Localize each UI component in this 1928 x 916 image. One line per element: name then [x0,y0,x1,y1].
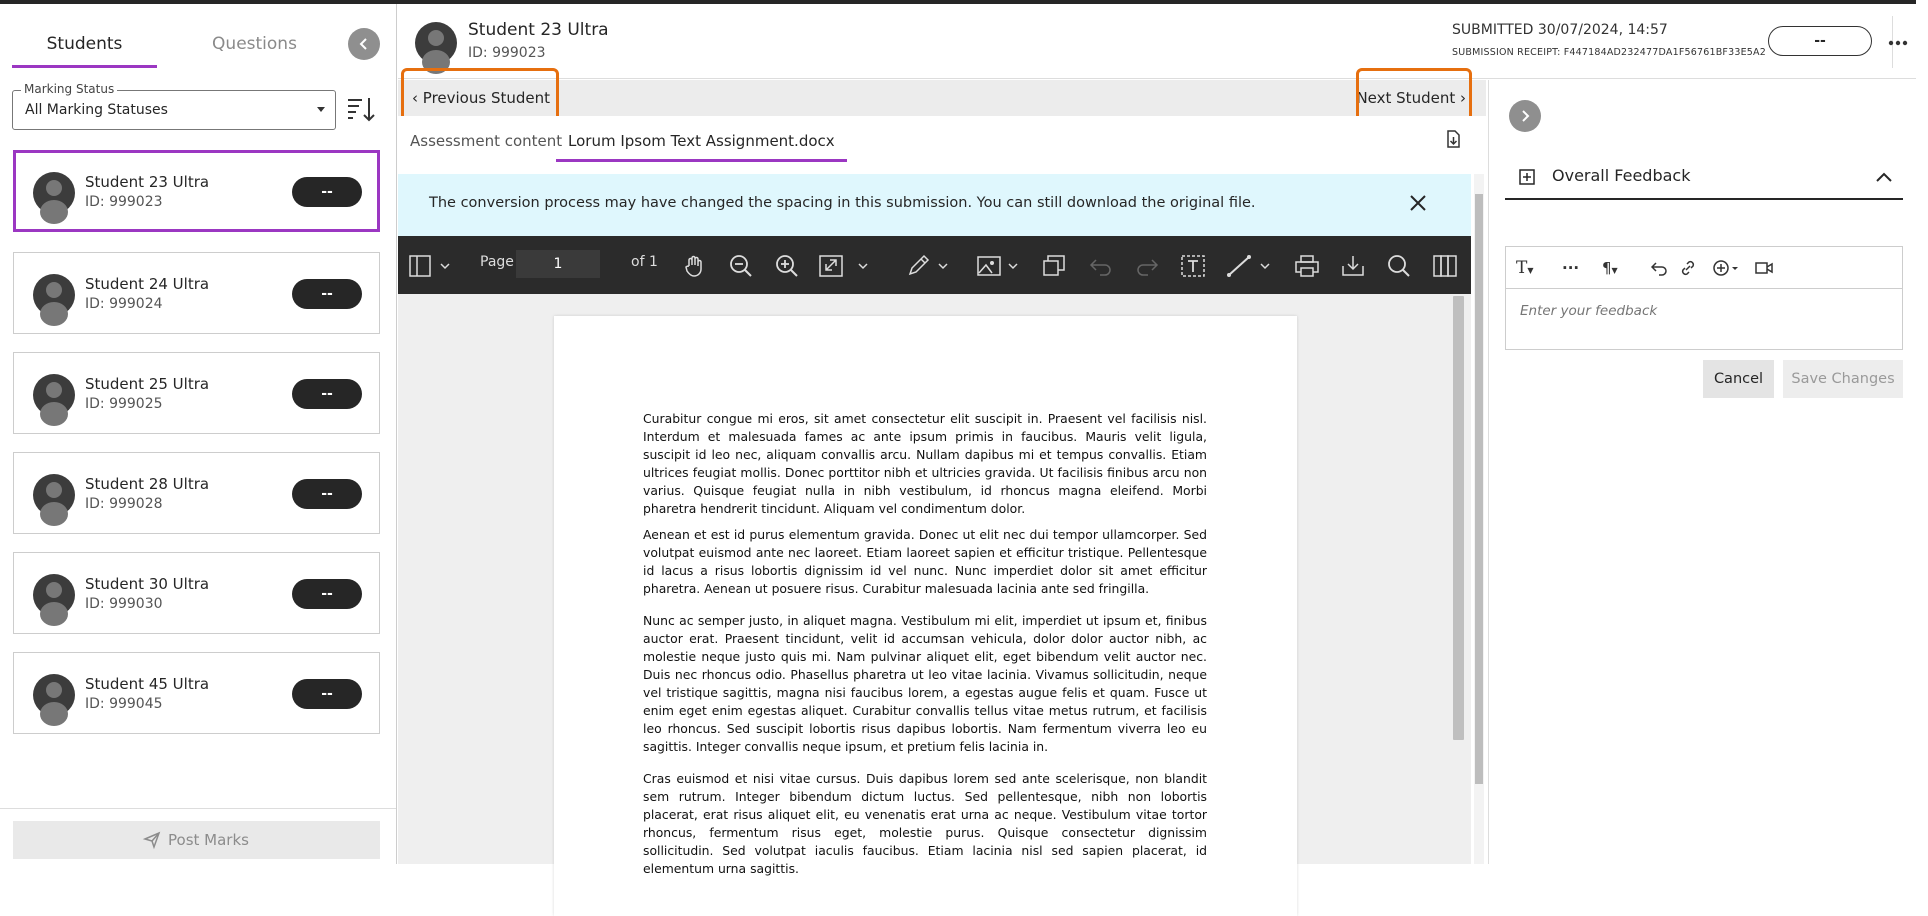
document-paragraph: Nunc ac semper justo, in aliquet magna. Vestibulum mi elit, imperdiet ut ipsum et, finibus auctor erat. Praesent tincidunt, velit id accumsan vehicula, dolor dolor auctor nibh, ac molestie neque justo quis mi. Nam pulvinar aliquet elit, eget bibendum velit auctor nec. Duis nec rhoncus odio. Phasellus pharetra ut leo vitae lacinia. Vivamus sollicitudin, neque vel tristique sagittis, magna nisi faucibus lorem, a egestas augue felis et quam. Fusce ut enim eget enim egestas aliquet. Curabitur convallis tellus vitae metus rutrum, et facilisis leo rhoncus. Sed suscipit lobortis risus dapibus lobortis. Nam fermentum viverra leo eu sagittis. Integer convallis neque ipsum, et pretium felis lacinia in. [643,613,1207,754]
page-number-input[interactable]: 1 [516,250,600,278]
post-marks-label: Post Marks [168,831,249,849]
dropdown-caret-icon [317,107,325,112]
document-scrollbar[interactable] [1453,296,1464,740]
grade-pill[interactable]: -- [292,279,362,309]
grade-pill[interactable]: -- [292,579,362,609]
notice-text: The conversion process may have changed the spacing in this submission. You can still download the original file. [429,195,1256,211]
tab-assessment-content[interactable]: Assessment content [410,132,563,150]
student-nav-row [398,80,1486,116]
more-options-button[interactable] [1868,8,1928,78]
tab-students[interactable]: Students [12,24,157,68]
sidebar-toggle-icon[interactable] [408,254,434,278]
avatar [33,374,75,416]
editor-toolbar [1506,247,1902,289]
chevron-right-icon [1518,109,1532,123]
submission-header [398,4,1916,79]
feedback-editor [1505,246,1903,350]
page-label: Page [480,254,514,270]
student-list-panel [0,4,397,864]
page-count: of 1 [631,254,658,270]
student-id: ID: 999028 [85,496,163,512]
cancel-button[interactable]: Cancel [1703,360,1774,398]
student-name: Student 25 Ultra [85,375,210,393]
student-name: Student 30 Ultra [85,575,210,593]
student-card-30[interactable] [13,552,380,634]
previous-student-label: Previous Student [422,89,550,107]
redo-icon[interactable] [1134,254,1160,278]
next-student-label: Next Student [1356,89,1456,107]
undo-icon[interactable] [1088,254,1114,278]
student-card-45[interactable] [13,652,380,734]
pen-annotate-icon[interactable] [906,254,932,278]
image-annotate-icon[interactable] [976,254,1002,278]
feedback-panel [1488,80,1916,864]
zoom-out-icon[interactable] [728,254,754,278]
tab-questions[interactable]: Questions [212,34,297,54]
chevron-down-icon[interactable] [1258,254,1272,278]
avatar [415,22,457,64]
close-icon [1407,192,1429,214]
overall-feedback-title: Overall Feedback [1552,166,1691,185]
overall-feedback-header[interactable] [1505,156,1903,200]
chevron-left-icon [357,37,371,51]
chevron-down-icon[interactable] [438,254,452,278]
tab-attached-file[interactable]: Lorum Ipsom Text Assignment.docx [556,126,847,162]
pan-hand-icon[interactable] [682,254,708,278]
student-card-28[interactable] [13,452,380,534]
post-marks-button[interactable] [13,821,380,859]
link-icon[interactable] [1678,258,1698,278]
avatar [33,172,75,214]
document-page [554,316,1297,916]
header-student-id: ID: 999023 [468,45,546,61]
student-id: ID: 999023 [85,194,163,210]
close-notice-button[interactable] [1407,192,1429,214]
download-icon[interactable] [1340,254,1366,278]
student-id: ID: 999045 [85,696,163,712]
grade-pill[interactable]: -- [292,379,362,409]
scrollbar-thumb[interactable] [1475,194,1483,784]
panels-icon[interactable] [1432,254,1458,278]
submission-viewer [398,80,1486,876]
paragraph-icon[interactable]: ¶▼ [1602,259,1618,277]
grade-pill[interactable]: -- [292,679,362,709]
post-marks-bar [0,808,396,864]
panel-tabs [12,24,382,68]
student-name: Student 23 Ultra [85,173,210,191]
avatar [33,474,75,516]
marking-status-value: All Marking Statuses [25,102,168,118]
search-icon[interactable] [1386,254,1412,278]
print-icon[interactable] [1294,254,1320,278]
student-name: Student 28 Ultra [85,475,210,493]
student-card-24[interactable] [13,252,380,334]
sort-icon [346,94,376,124]
line-tool-icon[interactable] [1226,254,1252,278]
submitted-timestamp: SUBMITTED 30/07/2024, 14:57 [1452,22,1668,38]
feedback-input[interactable]: Enter your feedback [1520,303,1658,319]
student-id: ID: 999030 [85,596,163,612]
header-student-name: Student 23 Ultra [468,20,609,40]
collapse-panel-button[interactable] [348,28,380,60]
undo-icon[interactable] [1650,258,1668,278]
fit-page-icon[interactable] [818,254,844,278]
add-feedback-icon [1518,168,1536,186]
grade-pill[interactable]: -- [292,177,362,207]
download-file-icon[interactable] [1444,130,1462,148]
avatar [33,574,75,616]
more-horizontal-icon [1888,40,1908,46]
document-toolbar [398,236,1471,294]
send-icon [144,832,160,848]
student-name: Student 24 Ultra [85,275,210,293]
student-id: ID: 999025 [85,396,163,412]
submission-receipt: SUBMISSION RECEIPT: F447184AD232477DA1F56761BF33E5A2 [1452,47,1766,58]
save-changes-button[interactable]: Save Changes [1783,360,1903,398]
document-paragraph: Aenean et est id purus elementum gravida. Donec ut elit nec dui tempor ullamcorper. Sed volutpat euismod ante nec laoreet. Etiam laoreet sapien et efficitur tristique. Pellentesque id lacus a risus lobortis dignissim id vel nunc. Nunc imperdiet dolor sit amet efficitur pharetra. Aenean ut posuere risus. Curabitur malesuada lacinia ante sed fringilla. [643,527,1207,596]
document-paragraph: Curabitur congue mi eros, sit amet consectetur elit suscipit in. Praesent vel facilisis nisl. Interdum et malesuada fames ac ante ipsum primis in faucibus. Mauris velit ligula, suscipit id leo nec, aliquam convallis arcu. Nullam dapibus mi et tempus convallis. Etiam ultrices feugiat mollis. Donec porttitor nibh et ultricies gravida. Ut facilisis finibus arcu non varius. Quisque feugiat nulla in nibh vestibulum, id rhoncus magna eleifend. Morbi pharetra hendrerit tincidunt. Aliquam vel condimentum dolor. [643,411,1207,516]
document-canvas[interactable] [398,294,1471,876]
marking-status-select[interactable] [12,82,336,130]
student-card-25[interactable] [13,352,380,434]
chevron-down-icon[interactable] [856,254,870,278]
grade-pill[interactable]: -- [292,479,362,509]
chevron-left-icon: ‹ [412,89,423,107]
text-format-icon[interactable]: T▼ [1516,258,1534,278]
sort-button[interactable] [346,94,376,124]
zoom-in-icon[interactable] [774,254,800,278]
student-id: ID: 999024 [85,296,163,312]
student-card-23[interactable] [13,150,380,232]
panel-scrollbar[interactable] [1474,174,1484,864]
more-formatting-icon[interactable]: ··· [1562,259,1580,277]
record-video-icon[interactable] [1754,258,1774,278]
chevron-up-icon[interactable] [1875,170,1893,184]
avatar [33,674,75,716]
header-grade-pill[interactable]: -- [1768,26,1872,56]
student-name: Student 45 Ultra [85,675,210,693]
chevron-right-icon: › [1455,89,1466,107]
text-box-icon[interactable] [1180,254,1206,278]
chevron-down-icon[interactable] [1006,254,1020,278]
expand-panel-button[interactable] [1509,100,1541,132]
marking-status-label: Marking Status [21,82,117,96]
chevron-down-icon[interactable] [936,254,950,278]
avatar [33,274,75,316]
content-tabs [398,116,1486,164]
document-paragraph: Cras euismod et nisi vitae cursus. Duis dapibus lorem sed ante scelerisque, non blandit sem rutrum. Integer bibendum dictum luctus. Sed pellentesque, nibh non lobortis placerat, erat risus aliquet elit, eu venenatis erat urna ac neque. Vestibulum vitae tortor rhoncus, fermentum risus eget, molestie purus. Quisque consectetur dignissim sollicitudin. Sed volutpat iaculis faucibus. Etiam lacinia nisl sed sapien placerat, id elementum urna sagittis. [643,771,1207,876]
insert-content-icon[interactable] [1712,258,1740,278]
conversion-notice [398,174,1471,236]
comment-icon[interactable] [1042,254,1068,278]
